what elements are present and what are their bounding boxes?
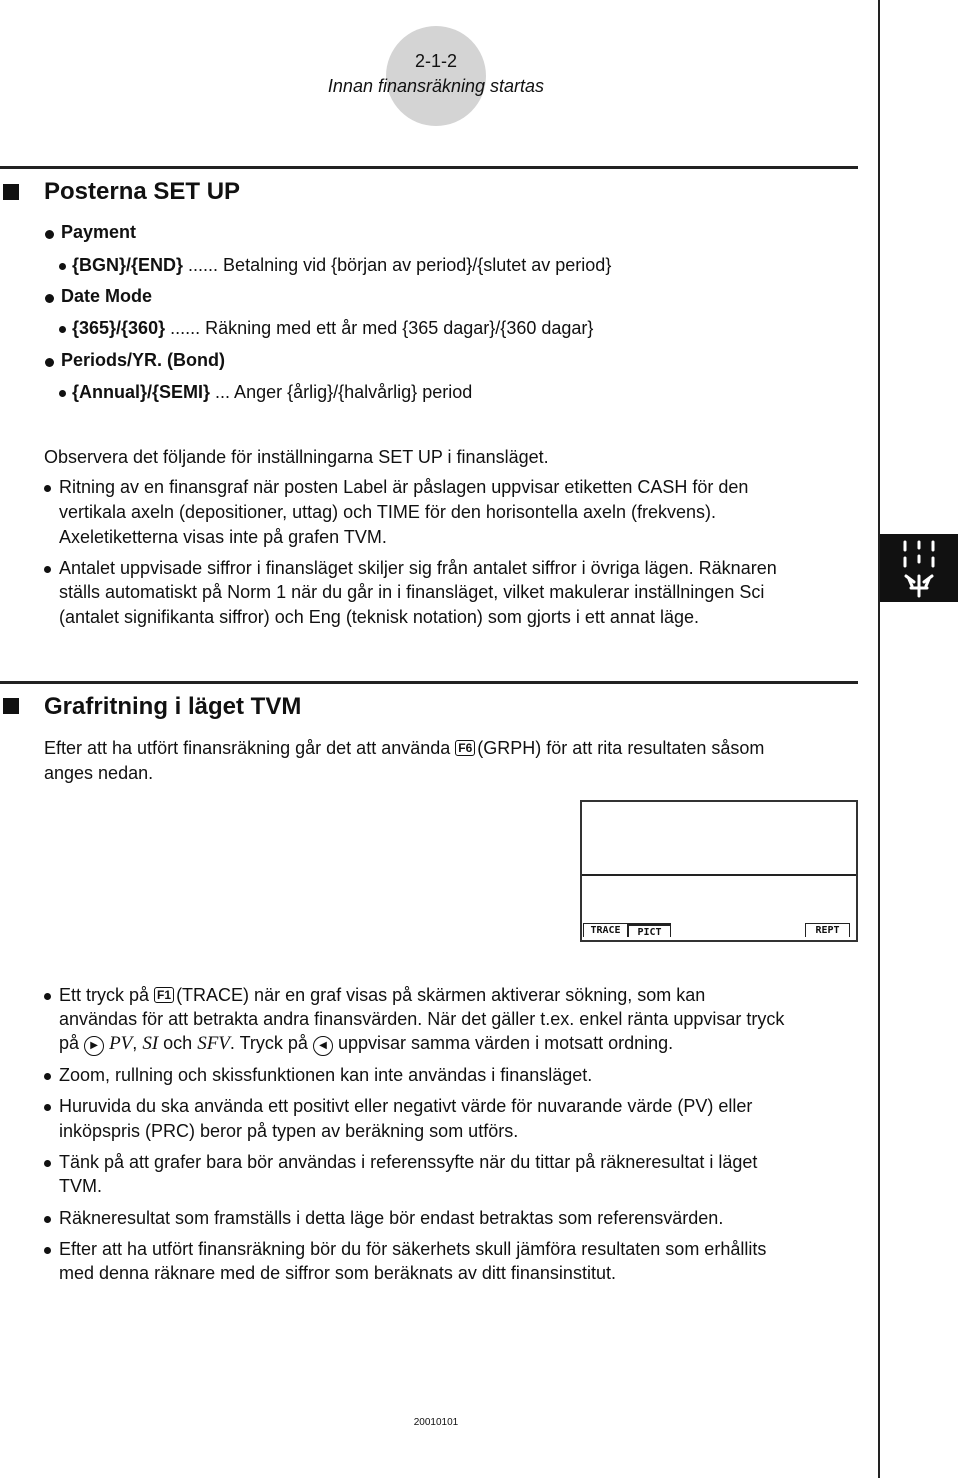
setup-item-periods: Periods/YR. (Bond)	[61, 350, 226, 370]
page-subtitle: Innan finansräkning startas	[327, 76, 545, 96]
trace-line-2: användas för att betrakta andra finansvärden. När det gäller t.ex. enkel ränta uppvisar tryck	[59, 1009, 785, 1029]
note-line: Ritning av en finansgraf när posten Label är påslagen uppvisar etiketten CASH för den	[59, 477, 749, 497]
bullet-icon	[44, 993, 51, 1000]
graph-axis	[582, 874, 856, 876]
bullet-icon	[44, 1247, 51, 1254]
note-line: (antalet signifikanta siffror) och Eng (teknisk notation) som gjorts i ett annat läge.	[59, 607, 699, 627]
bullet-icon	[44, 1160, 51, 1167]
graph-intro-line: Efter att ha utfört finansräkning går det att använda F6 (GRPH) för att rita resultaten såsom	[44, 738, 765, 758]
setup-option-date-mode: {365}/{360} ...... Räkning med ett år med {365 dagar}/{360 dagar}	[72, 318, 594, 338]
trace-line-1: Ett tryck på F1 (TRACE) när en graf visas på skärmen aktiverar sökning, som kan	[59, 985, 706, 1005]
heading-square-icon	[3, 698, 19, 714]
chapter-tab	[880, 534, 958, 602]
footer-code: 20010101	[413, 1417, 459, 1428]
page-number: 2-1-2	[414, 51, 458, 71]
bullet-line: TVM.	[59, 1176, 102, 1196]
bullet-line: med denna räknare med de siffror som beräknats av ditt finansinstitut.	[59, 1263, 616, 1283]
bullet-line: inköpspris (PRC) beror på typen av beräkning som utförs.	[59, 1121, 519, 1141]
bullet-icon	[45, 358, 54, 367]
softkey-trace[interactable]: TRACE	[583, 923, 628, 937]
bullet-line: Efter att ha utfört finansräkning bör du för säkerhets skull jämföra resultaten som erhållits	[59, 1239, 767, 1259]
setup-option-payment: {BGN}/{END} ...... Betalning vid {början av period}/{slutet av period}	[72, 255, 612, 275]
note-line: Antalet uppvisade siffror i finansläget skiljer sig från antalet siffror i övriga lägen. Räknaren	[59, 558, 777, 578]
heading-square-icon	[3, 184, 19, 200]
right-arrow-key-icon: ▶	[84, 1036, 104, 1056]
bullet-line: Huruvida du ska använda ett positivt eller negativt värde för nuvarande värde (PV) eller	[59, 1096, 753, 1116]
note-intro: Observera det följande för inställningarna SET UP i finansläget.	[44, 447, 549, 467]
bullet-icon	[44, 1104, 51, 1111]
bullet-line: Zoom, rullning och skissfunktionen kan inte användas i finansläget.	[59, 1065, 593, 1085]
f6-key-icon: F6	[455, 740, 475, 756]
calculator-screen	[580, 800, 858, 942]
setup-option-periods: {Annual}/{SEMI} ... Anger {årlig}/{halvårlig} period	[72, 382, 473, 402]
section-rule	[0, 681, 858, 684]
softkey-pict[interactable]: PICT	[628, 923, 671, 937]
right-margin-line	[878, 0, 880, 1478]
graph-intro-line: anges nedan.	[44, 763, 154, 783]
trace-line-3: på ▶ PV, SI och SFV. Tryck på ◀ uppvisar samma värden i motsatt ordning.	[59, 1033, 674, 1054]
f1-key-icon: F1	[154, 987, 174, 1003]
note-line: Axeletiketterna visas inte på grafen TVM.	[59, 527, 387, 547]
setup-item-date-mode: Date Mode	[61, 286, 153, 306]
section-rule	[0, 166, 858, 169]
bullet-icon	[44, 1073, 51, 1080]
note-line: ställs automatiskt på Norm 1 när du går in i finansläget, vilket makulerar inställningen Sci	[59, 582, 765, 602]
bullet-line: Räkneresultat som framställs i detta läge bör endast betraktas som referensvärden.	[59, 1208, 724, 1228]
setup-item-payment: Payment	[61, 222, 137, 242]
note-line: vertikala axeln (depositioner, uttag) och TIME för den horisontella axeln (frekvens).	[59, 502, 716, 522]
section-heading-setup: Posterna SET UP	[44, 178, 241, 205]
bullet-icon	[59, 263, 66, 270]
bullet-icon	[45, 230, 54, 239]
bullet-line: Tänk på att grafer bara bör användas i referenssyfte när du tittar på räkneresultat i läget	[59, 1152, 758, 1172]
section-heading-tvm: Grafritning i läget TVM	[44, 693, 302, 720]
left-arrow-key-icon: ◀	[313, 1036, 333, 1056]
bullet-icon	[45, 294, 54, 303]
bullet-icon	[44, 566, 51, 573]
softkey-rept[interactable]: REPT	[805, 923, 850, 937]
bullet-icon	[59, 326, 66, 333]
financial-mode-icon	[880, 534, 958, 602]
bullet-icon	[44, 485, 51, 492]
bullet-icon	[44, 1216, 51, 1223]
bullet-icon	[59, 390, 66, 397]
